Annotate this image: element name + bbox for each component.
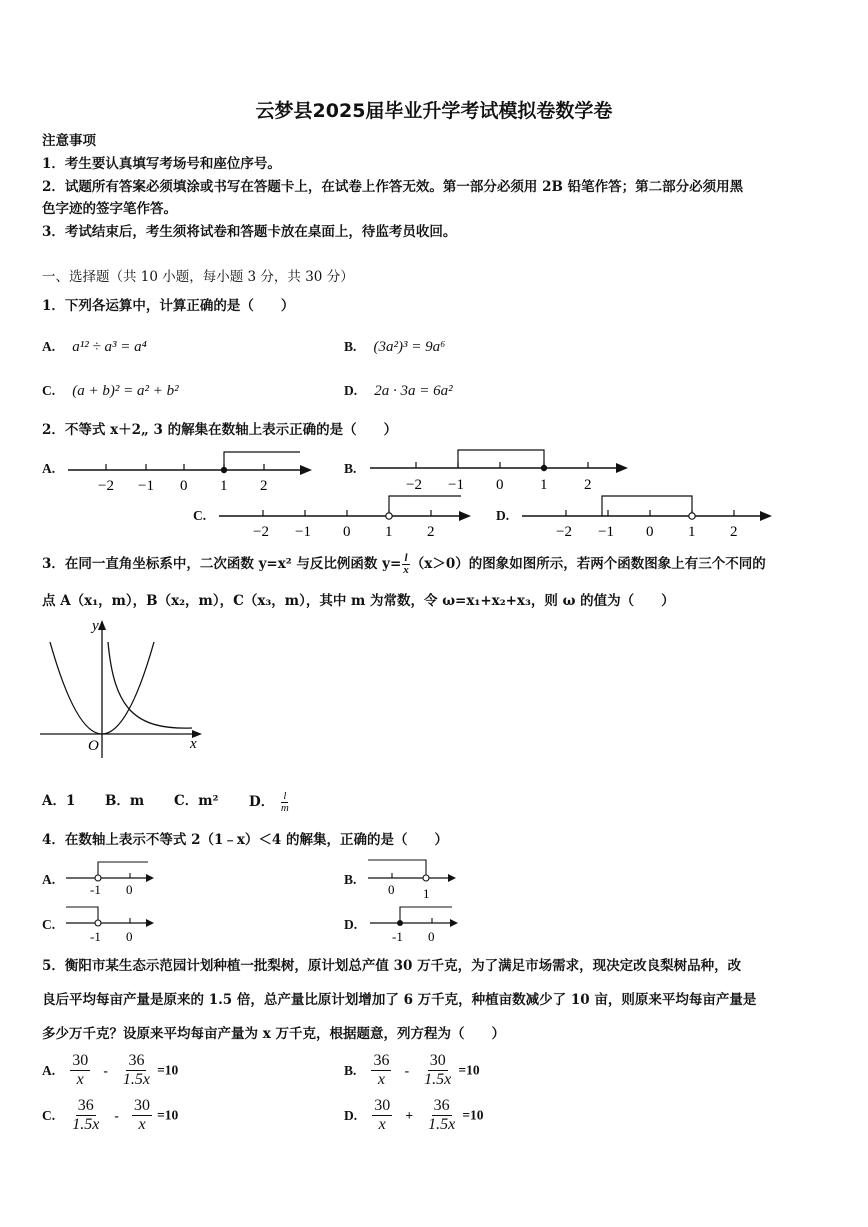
fraction — [371, 1052, 391, 1089]
option-label: B. — [344, 339, 357, 354]
q2-number-line-d — [518, 492, 774, 542]
option-expression: (3a²)³ = 9a⁶ — [373, 339, 446, 355]
q3-option-a[interactable]: A．1 — [42, 793, 76, 809]
tick-label: -1 — [90, 882, 101, 897]
option-label: B. — [344, 1062, 357, 1078]
tick-label: −1 — [295, 524, 311, 540]
tick-label: 0 — [388, 882, 395, 897]
tick-label: 1 — [540, 477, 548, 493]
option-label: D. — [344, 383, 358, 398]
fraction-denominator: 1.5x — [72, 1116, 100, 1133]
q1-option-d[interactable] — [344, 380, 453, 400]
tick-label: −1 — [138, 478, 154, 494]
q3-stem-line2: 点 A（x₁，m），B（x₂，m），C（x₃，m），其中 m 为常数，令 ω=x₁+x₂+x₃，则 ω 的值为（ ） — [42, 593, 675, 609]
fraction-denominator: x — [377, 1071, 386, 1088]
fraction-denominator: x — [378, 1116, 386, 1133]
q1-option-c[interactable] — [42, 380, 179, 400]
fraction-denominator: m — [280, 802, 289, 814]
q3-option-b[interactable]: B．m — [105, 793, 145, 809]
tick-label: -1 — [90, 929, 101, 944]
tick-label: -1 — [392, 929, 403, 944]
fraction — [426, 1097, 457, 1134]
option-expression: 2a · 3a = 6a² — [374, 383, 453, 399]
q4-number-line-a — [64, 856, 156, 898]
q4-number-line-c — [64, 901, 156, 945]
q2-option-b-label[interactable]: B. — [344, 461, 357, 476]
equation-rhs: =10 — [157, 1062, 179, 1078]
q1-option-a[interactable] — [42, 336, 147, 356]
fraction-denominator: x — [76, 1071, 84, 1088]
section-heading: 一、选择题（共 10 小题，每小题 3 分，共 30 分） — [42, 269, 354, 285]
tick-label: 0 — [126, 929, 133, 944]
q4-option-d-label[interactable]: D. — [344, 917, 358, 932]
operator: - — [103, 1062, 108, 1078]
y-axis-label: y — [92, 618, 99, 634]
inline-fraction — [401, 553, 411, 576]
fraction-denominator: x — [138, 1116, 146, 1133]
notice-item-2-cont: 色字迹的签字笔作答。 — [42, 201, 177, 217]
option-label: D. — [344, 1107, 358, 1123]
option-expression: (a + b)² = a² + b² — [72, 383, 179, 399]
fraction-numerator: 30 — [374, 1097, 391, 1114]
q2-number-line-c — [215, 492, 473, 542]
fraction-numerator: 36 — [128, 1052, 145, 1069]
equation-rhs: =10 — [462, 1107, 484, 1123]
option-label: A. — [42, 1062, 56, 1078]
q3-function-graph — [38, 612, 208, 762]
q4-option-a-label[interactable]: A. — [42, 872, 56, 887]
q5-stem-line3: 多少万千克？设原来平均每亩产量为 x 万千克，根据题意，列方程为（ ） — [42, 1026, 505, 1042]
tick-label: 2 — [260, 478, 268, 494]
fraction-numerator: 30 — [72, 1052, 89, 1069]
notice-item-3: 3．考试结束后，考生须将试卷和答题卡放在桌面上，待监考员收回。 — [42, 224, 457, 240]
q5-option-a[interactable] — [42, 1052, 178, 1089]
tick-label: 0 — [180, 478, 188, 494]
notice-heading: 注意事项 — [42, 133, 96, 149]
q3-option-c[interactable]: C．m² — [174, 793, 219, 809]
q5-option-d[interactable] — [344, 1097, 484, 1134]
fraction — [422, 1052, 453, 1089]
fraction — [121, 1052, 152, 1089]
equation-rhs: =10 — [458, 1062, 480, 1078]
fraction-numerator: 36 — [433, 1097, 450, 1114]
fraction-numerator: 36 — [373, 1052, 390, 1069]
q4-option-b-label[interactable]: B. — [344, 872, 357, 887]
notice-item-1: 1．考生要认真填写考场号和座位序号。 — [42, 156, 281, 172]
fraction — [372, 1097, 392, 1134]
tick-label: −1 — [598, 524, 614, 540]
fraction-numerator: 30 — [134, 1097, 151, 1114]
fraction-denominator: 1.5x — [428, 1116, 456, 1133]
tick-label: 1 — [688, 524, 696, 540]
q2-number-line-b — [366, 446, 630, 496]
q5-option-c[interactable] — [42, 1097, 178, 1134]
q2-option-c-label[interactable]: C. — [193, 508, 207, 523]
tick-label: −1 — [448, 477, 464, 493]
x-axis-label: x — [190, 736, 197, 752]
q3-stem — [42, 553, 766, 576]
q2-number-line-a — [64, 446, 314, 496]
option-label: C. — [42, 383, 56, 398]
q3-option-d[interactable] — [249, 791, 291, 814]
tick-label: −2 — [406, 477, 422, 493]
fraction-numerator: 30 — [429, 1052, 446, 1069]
option-expression: a¹² ÷ a³ = a⁴ — [72, 339, 147, 355]
q4-stem: 4．在数轴上表示不等式 2（1﹣x）＜4 的解集，正确的是（ ） — [42, 832, 449, 848]
fraction-denominator: x — [403, 564, 409, 576]
tick-label: −2 — [98, 478, 114, 494]
fraction — [70, 1052, 90, 1089]
origin-label: O — [88, 738, 99, 754]
operator: + — [405, 1107, 414, 1123]
q5-stem-line2: 良后平均每亩产量是原来的 1.5 倍，总产量比原计划增加了 6 万千克，种植亩数减少了 10 亩，则原来平均每亩产量是 — [42, 992, 757, 1008]
tick-label: 2 — [584, 477, 592, 493]
fraction — [70, 1097, 101, 1134]
tick-label: 0 — [646, 524, 654, 540]
option-label: A. — [42, 339, 56, 354]
tick-label: −2 — [253, 524, 269, 540]
tick-label: 0 — [343, 524, 351, 540]
fraction-numerator: 36 — [77, 1097, 94, 1114]
q2-stem: 2．不等式 x＋2„ 3 的解集在数轴上表示正确的是（ ） — [42, 422, 398, 438]
page-title: 云梦县2025届毕业升学考试模拟卷数学卷 — [255, 100, 613, 122]
q3-stem-part1: 3．在同一直角坐标系中，二次函数 y=x² 与反比例函数 y= — [42, 556, 402, 572]
operator: - — [114, 1107, 119, 1123]
tick-label: 2 — [730, 524, 738, 540]
q1-option-b[interactable] — [344, 336, 445, 356]
fraction-denominator: 1.5x — [122, 1071, 151, 1088]
tick-label: 1 — [385, 524, 393, 540]
equation-rhs: =10 — [157, 1107, 179, 1123]
tick-label: −2 — [556, 524, 572, 540]
tick-label: 1 — [423, 886, 430, 900]
q2-option-a-label[interactable]: A. — [42, 461, 56, 476]
inline-fraction — [279, 791, 291, 814]
option-label: C. — [42, 1107, 56, 1123]
tick-label: 1 — [220, 478, 228, 494]
q5-option-b[interactable] — [344, 1052, 480, 1089]
q3-stem-part2: （x＞0）的图象如图所示，若两个函数图象上有三个不同的 — [410, 556, 766, 572]
fraction-denominator: 1.5x — [424, 1071, 452, 1088]
tick-label: 0 — [126, 882, 133, 897]
tick-label: 0 — [428, 929, 435, 944]
notice-item-2: 2．试题所有答案必须填涂或书写在答题卡上，在试卷上作答无效。第一部分必须用 2B 铅笔作答；第二部分必须用黑 — [42, 179, 744, 195]
tick-label: 2 — [427, 524, 435, 540]
q2-option-d-label[interactable]: D. — [496, 508, 510, 523]
q5-stem-line1: 5．衡阳市某生态示范园计划种植一批梨树，原计划总产值 30 万千克，为了满足市场需求，现决定改良梨树品种，改 — [42, 958, 742, 974]
q4-number-line-b — [366, 856, 458, 900]
option-label: D． — [249, 794, 275, 810]
q1-stem: 1．下列各运算中，计算正确的是（ ） — [42, 298, 295, 314]
q4-number-line-d — [368, 901, 460, 945]
fraction-numerator: l — [283, 790, 287, 802]
q4-option-c-label[interactable]: C. — [42, 917, 56, 932]
fraction-numerator: l — [404, 552, 408, 564]
tick-label: 0 — [496, 477, 504, 493]
fraction — [132, 1097, 152, 1134]
operator: - — [404, 1062, 410, 1078]
